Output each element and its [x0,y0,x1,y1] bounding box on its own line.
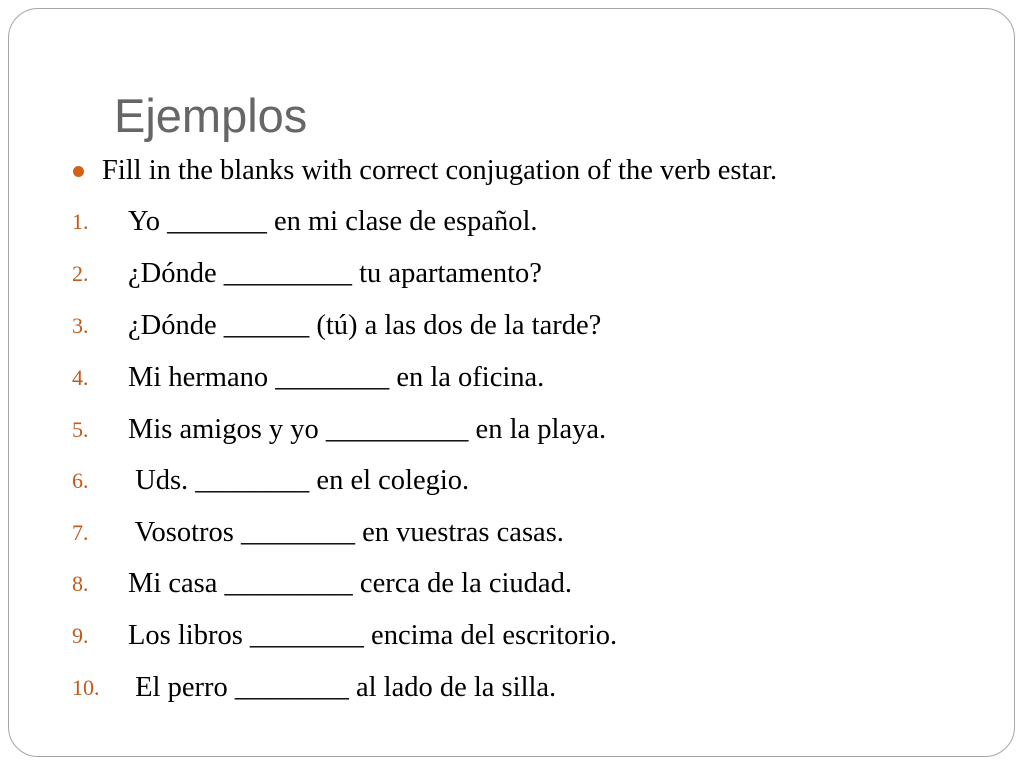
item-text: Mi casa _________ cerca de la ciudad. [128,568,572,599]
item-text: Mis amigos y yo __________ en la playa. [128,414,607,445]
instruction-text: Fill in the blanks with correct conjugation of the verb estar. [102,155,778,186]
list-item [0,459,1000,503]
list-item [0,666,1000,710]
list-item [0,408,1000,452]
item-number: 2. [72,261,89,286]
item-number: 5. [72,417,89,442]
item-number: 1. [72,209,89,234]
item-number: 6. [72,468,89,493]
item-text: ¿Dónde ______ (tú) a las dos de la tarde? [128,310,602,341]
list-item [0,511,1000,555]
item-text: ¿Dónde _________ tu apartamento? [128,258,542,289]
item-number: 10. [72,675,100,700]
slide-title: Ejemplos [114,89,308,142]
item-text: El perro ________ al lado de la silla. [128,672,557,703]
list-item [0,304,1000,348]
item-number: 4. [72,365,89,390]
item-text: Los libros ________ encima del escritorio. [128,620,618,651]
list-item [0,252,1000,296]
item-text: Yo _______ en mi clase de español. [128,206,538,237]
item-number: 3. [72,313,89,338]
list-item [0,356,1000,400]
item-text: Mi hermano ________ en la oficina. [128,362,545,393]
list-item [0,562,1000,606]
item-number: 8. [72,571,89,596]
item-number: 9. [72,623,89,648]
list-item [0,200,1000,244]
item-number: 7. [72,520,89,545]
list-item [0,614,1000,658]
item-text: Uds. ________ en el colegio. [128,465,470,496]
item-text: Vosotros ________ en vuestras casas. [128,517,564,548]
